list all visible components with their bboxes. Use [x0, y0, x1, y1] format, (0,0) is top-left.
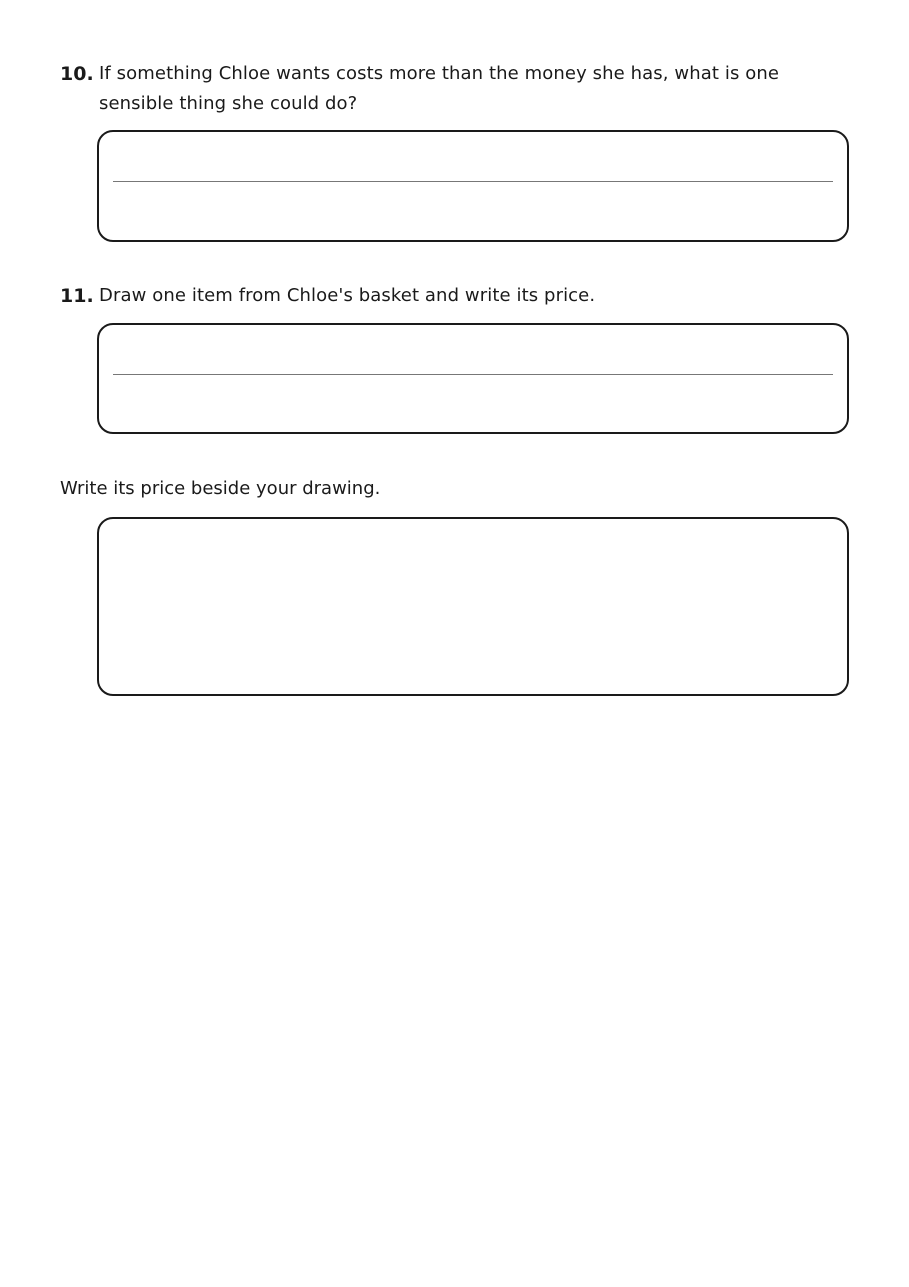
question-10-text-line-2: sensible thing she could do? — [99, 93, 358, 114]
question-11-number: 11. — [60, 285, 94, 307]
answer-writing-line — [113, 181, 833, 182]
question-11-text: Draw one item from Chloe's basket and write its price. — [99, 285, 596, 306]
drawing-box[interactable] — [97, 517, 849, 696]
question-10-answer-box[interactable] — [97, 130, 849, 242]
question-10-text-line-1: If something Chloe wants costs more than the money she has, what is one — [99, 63, 780, 84]
answer-writing-line — [113, 374, 833, 375]
question-10-number: 10. — [60, 63, 94, 85]
question-11-answer-box[interactable] — [97, 323, 849, 434]
drawing-instruction: Write its price beside your drawing. — [60, 478, 381, 499]
